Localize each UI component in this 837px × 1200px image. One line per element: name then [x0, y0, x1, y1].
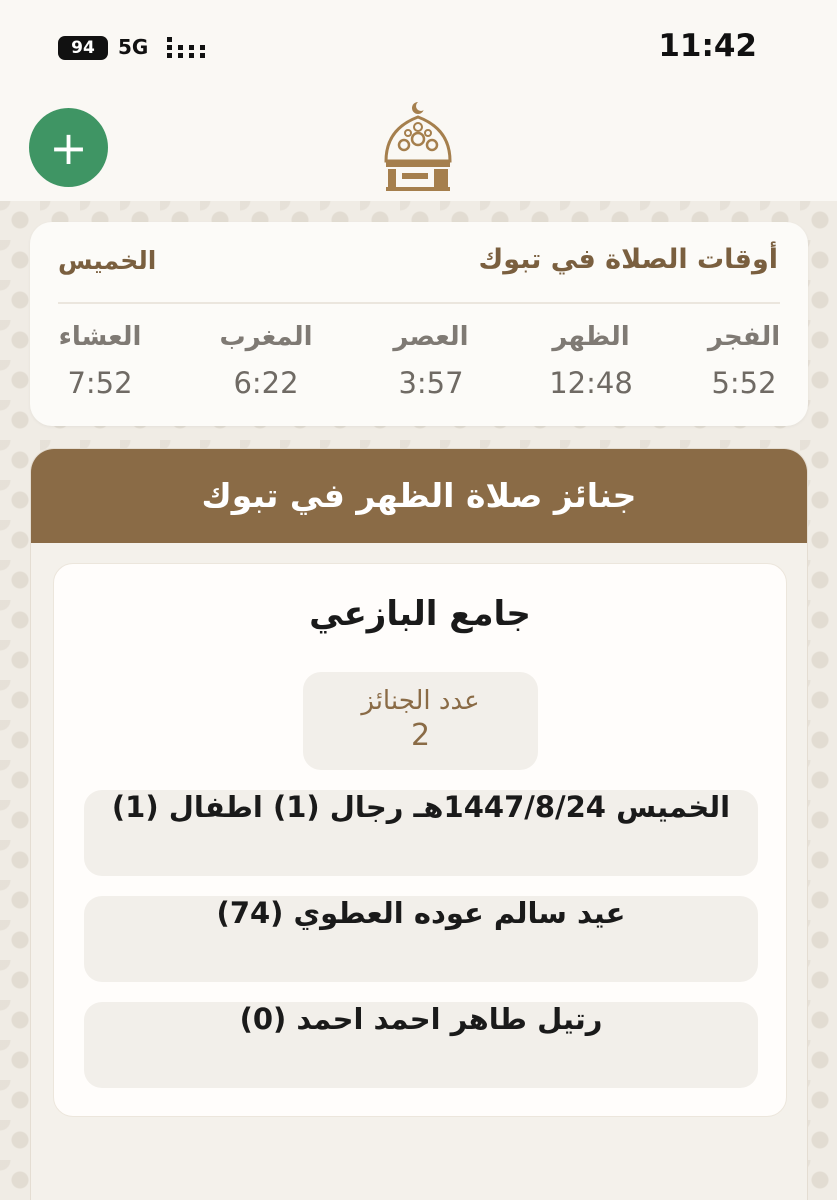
prayer-day: الخميس — [58, 246, 157, 275]
prayer-name: العشاء — [58, 322, 142, 352]
prayer-isha — [30, 322, 170, 400]
funeral-count-badge — [303, 672, 538, 770]
mosque-card[interactable] — [53, 563, 787, 1117]
prayer-fajr — [674, 322, 814, 400]
status-bar — [0, 0, 837, 95]
prayer-maghrib — [196, 322, 336, 400]
status-time: 11:42 — [658, 28, 757, 64]
list-item-date-summary: الخميس 1447/8/24هـ رجال (1) اطفال (1) — [84, 790, 758, 876]
app-header — [0, 95, 837, 201]
list-item-deceased: رتيل طاهر احمد احمد (0) — [84, 1002, 758, 1088]
prayer-name: العصر — [393, 322, 469, 352]
prayer-times-card — [30, 222, 808, 426]
prayer-time: 3:57 — [398, 366, 464, 400]
prayer-dhuhr — [521, 322, 661, 400]
signal-icon — [165, 36, 207, 60]
mosque-name: جامع البازعي — [309, 594, 531, 634]
funeral-count-value: 2 — [410, 718, 431, 753]
prayer-name: الظهر — [552, 322, 630, 352]
prayer-times-title: أوقات الصلاة في تبوك — [478, 244, 778, 275]
funeral-count-label: عدد الجنائز — [361, 686, 480, 716]
prayer-time: 7:52 — [67, 366, 133, 400]
prayer-asr — [361, 322, 501, 400]
prayer-time: 5:52 — [711, 366, 777, 400]
janaiz-title: جنائز صلاة الظهر في تبوك — [31, 449, 807, 543]
prayer-time: 6:22 — [233, 366, 299, 400]
janaiz-panel — [30, 448, 808, 1200]
prayer-name: الفجر — [707, 322, 781, 352]
list-item-deceased: عيد سالم عوده العطوي (74) — [84, 896, 758, 982]
app-logo — [378, 99, 458, 197]
divider — [58, 302, 780, 304]
add-button[interactable]: + — [29, 108, 108, 187]
network-type: 5G — [118, 35, 149, 59]
prayer-name: المغرب — [219, 322, 313, 352]
battery-indicator: 94 — [58, 36, 108, 60]
prayer-time: 12:48 — [549, 366, 633, 400]
